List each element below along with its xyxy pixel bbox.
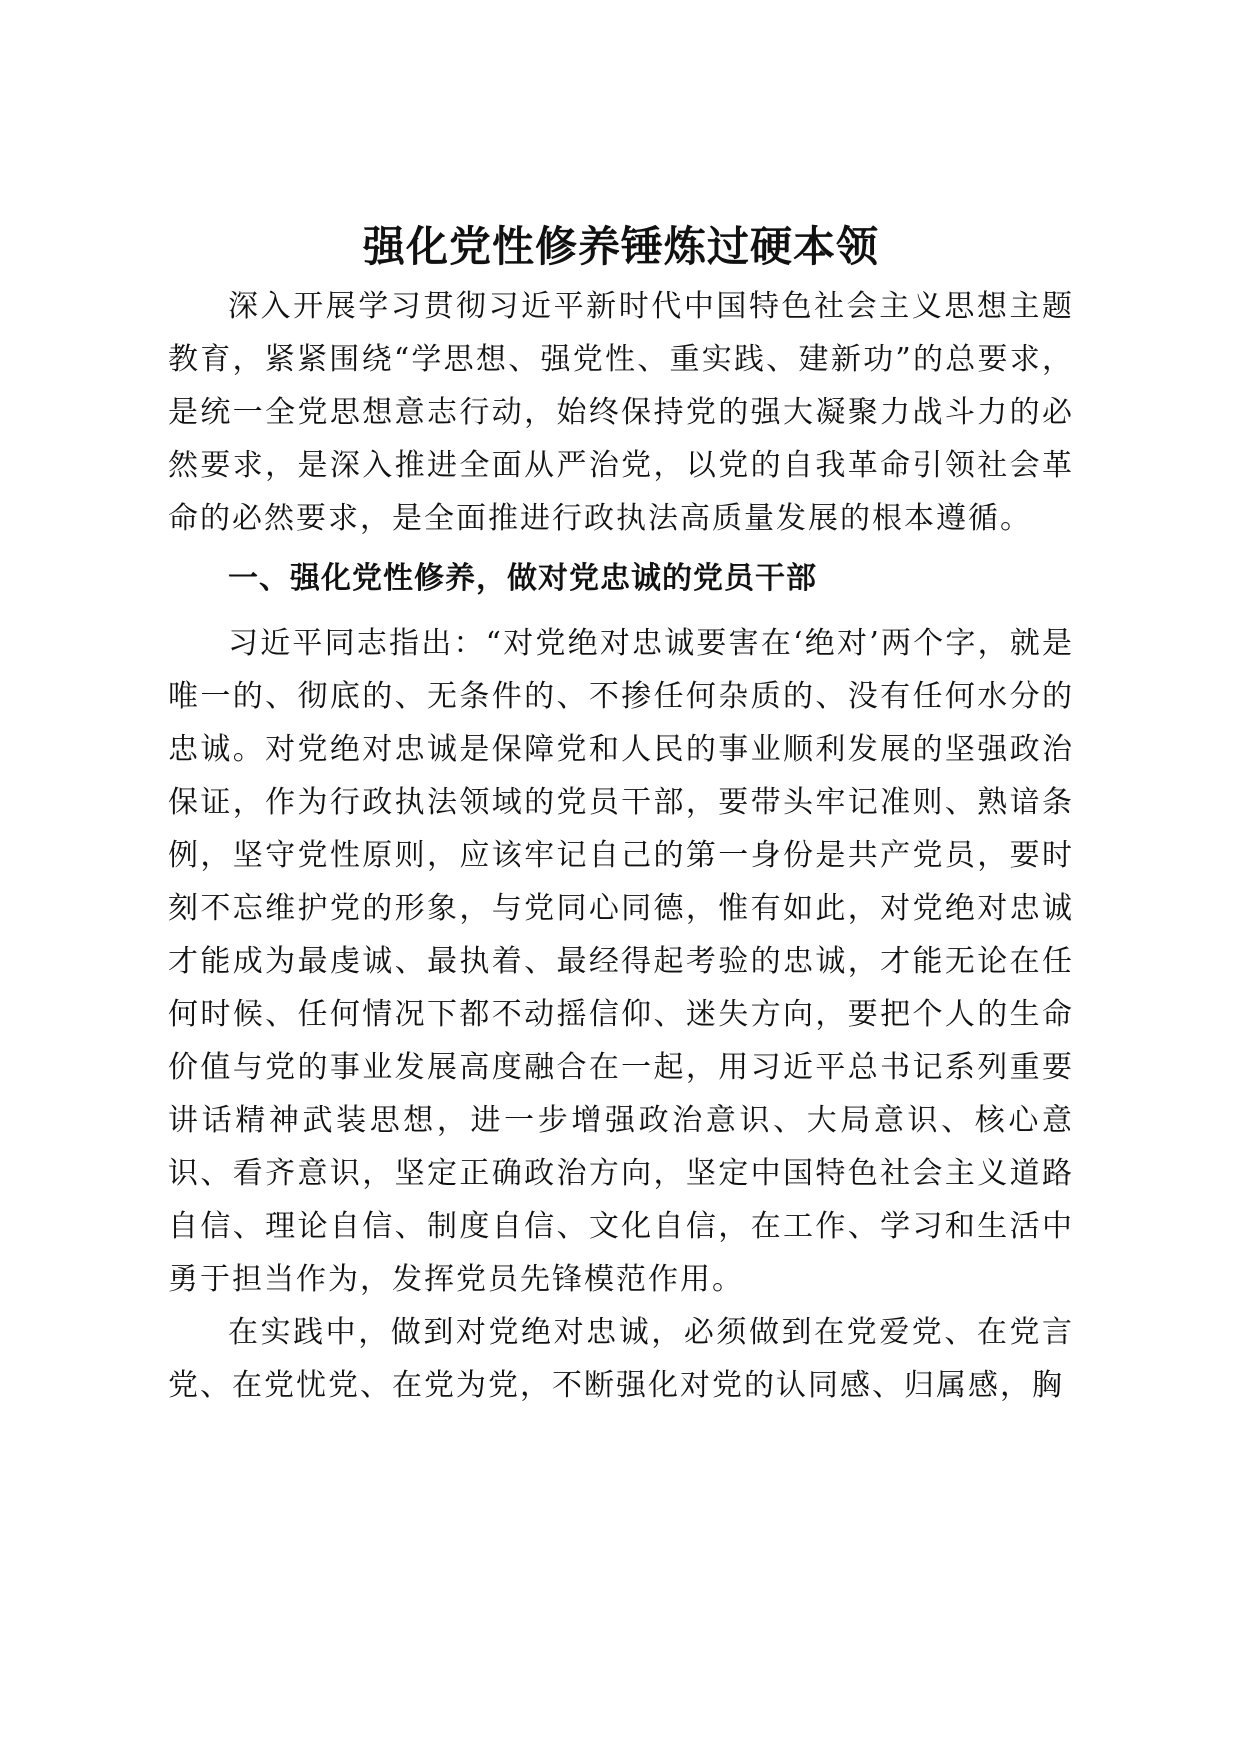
body-paragraph: 在实践中，做到对党绝对忠诚，必须做到在党爱党、在党言党、在党忧党、在党为党，不断强化对党的认同感、归属感，胸 [168, 1315, 1074, 1403]
section-heading: 一、强化党性修养，做对党忠诚的党员干部 [228, 561, 817, 596]
document-title: 强化党性修养锤炼过硬本领 [362, 222, 879, 271]
document-body [168, 218, 1074, 1412]
intro-paragraph: 深入开展学习贯彻习近平新时代中国特色社会主义思想主题教育，紧紧围绕“学思想、强党性、重实践、建新功”的总要求，是统一全党思想意志行动，始终保持党的强大凝聚力战斗力的必然要求，是深入推进全面从严治党，以党的自我革命引领社会革命的必然要求，是全面推进行政执法高质量发展的根本遵循。 [168, 289, 1074, 536]
body-paragraph: 习近平同志指出：“对党绝对忠诚要害在‘绝对’两个字，就是唯一的、彻底的、无条件的、不掺任何杂质的、没有任何水分的忠诚。对党绝对忠诚是保障党和人民的事业顺利发展的坚强政治保证，作为行政执法领域的党员干部，要带头牢记准则、熟谙条例，坚守党性原则，应该牢记自己的第一身份是共产党员，要时刻不忘维护党的形象，与党同心同德，惟有如此，对党绝对忠诚才能成为最虔诚、最执着、最经得起考验的忠诚，才能无论在任何时候、任何情况下都不动摇信仰、迷失方向，要把个人的生命价值与党的事业发展高度融合在一起，用习近平总书记系列重要讲话精神武装思想，进一步增强政治意识、大局意识、核心意识、看齐意识，坚定正确政治方向，坚定中国特色社会主义道路自信、理论自信、制度自信、文化自信，在工作、学习和生活中勇于担当作为，发挥党员先锋模范作用。 [168, 626, 1074, 1297]
